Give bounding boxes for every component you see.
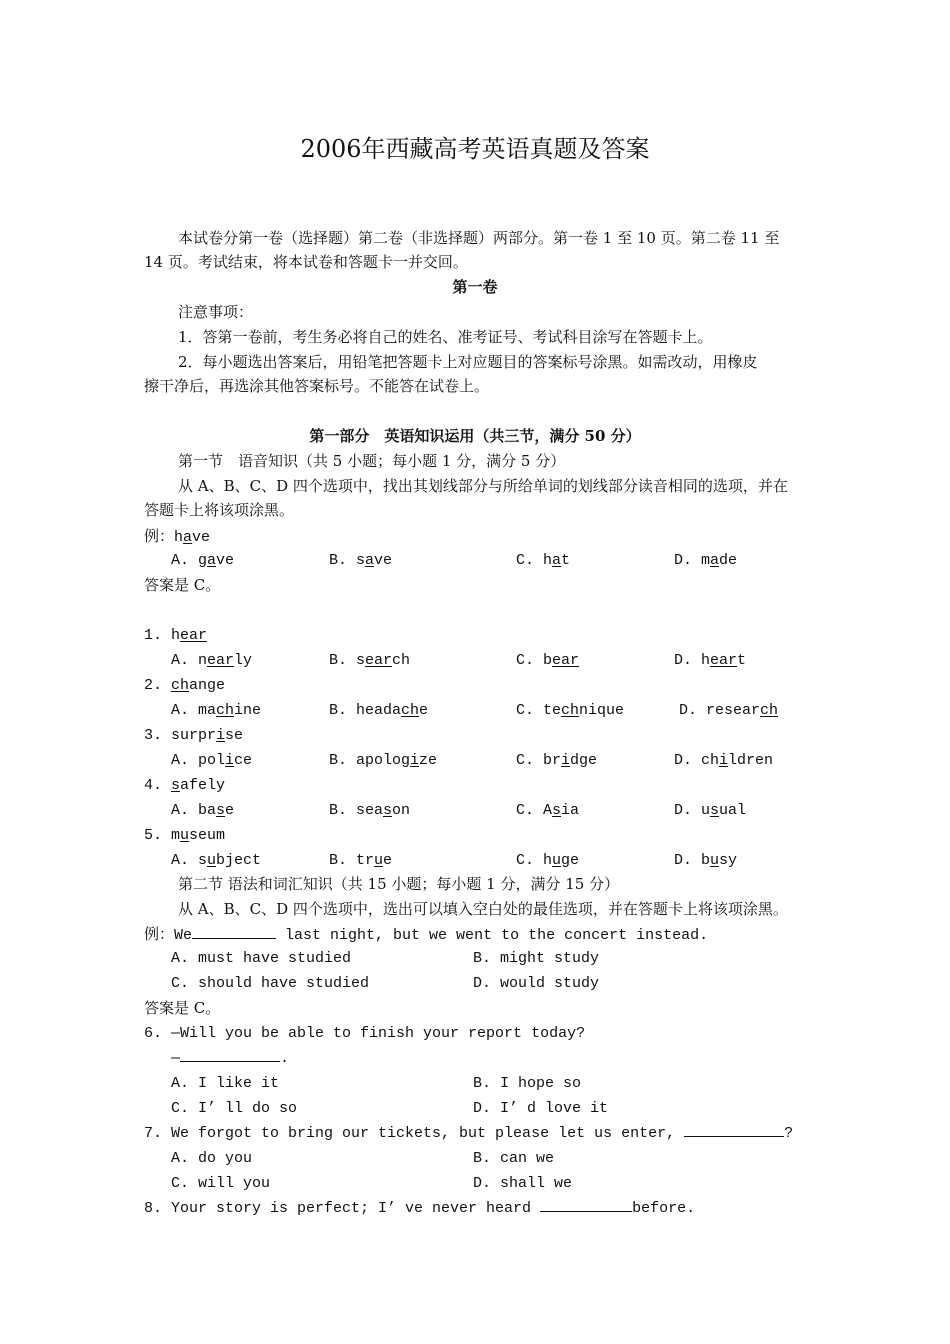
question-7-option-c: C. will you xyxy=(171,1175,271,1192)
example-option-d: D. made xyxy=(674,552,738,569)
question-6-option-d: D. I’ d love it xyxy=(473,1100,609,1117)
example-option-c: C. hat xyxy=(516,552,571,569)
question-6-option-b: B. I hope so xyxy=(473,1075,582,1092)
section-one-heading: 第一节 语音知识（共 5 小题；每小题 1 分，满分 5 分） xyxy=(178,452,566,470)
phonetic-question-1-word: 1. hear xyxy=(144,627,208,644)
question-7-stem: 7. We forgot to bring our tickets, but please let us enter, ? xyxy=(144,1122,793,1146)
section-one-instruction-cont: 答题卡上将该项涂黑。 xyxy=(144,501,295,519)
page-title: 2006年西藏高考英语真题及答案 xyxy=(300,135,650,163)
phonetic-question-1-option-d: D. heart xyxy=(674,652,747,669)
intro-line-2: 14 页。考试结束，将本试卷和答题卡一并交回。 xyxy=(144,253,468,271)
phonetic-question-3-option-a: A. police xyxy=(171,752,253,769)
phonetic-question-2-word: 2. change xyxy=(144,677,226,694)
question-6-reply: — . xyxy=(171,1047,289,1071)
example-answer: 答案是 C。 xyxy=(144,576,221,594)
question-6-option-a: A. I like it xyxy=(171,1075,280,1092)
phonetic-question-5-option-c: C. huge xyxy=(516,852,580,869)
section-two-heading: 第二节 语法和词汇知识（共 15 小题；每小题 1 分，满分 15 分） xyxy=(178,875,620,893)
notice-item-2-cont: 擦干净后，再选涂其他答案标号。不能答在试卷上。 xyxy=(144,377,490,395)
volume-heading: 第一卷 xyxy=(452,278,498,296)
phonetic-question-5-option-a: A. subject xyxy=(171,852,262,869)
example-option-a: A. gave xyxy=(171,552,235,569)
question-6-stem: 6. —Will you be able to finish your report today? xyxy=(144,1025,586,1042)
phonetic-question-3-option-b: B. apologize xyxy=(329,752,438,769)
intro-line-1: 本试卷分第一卷（选择题）第二卷（非选择题）两部分。第一卷 1 至 10 页。第二卷 11 至 xyxy=(178,229,780,247)
example-word: 例：have xyxy=(144,527,211,546)
phonetic-question-3-option-c: C. bridge xyxy=(516,752,598,769)
question-7-option-d: D. shall we xyxy=(473,1175,573,1192)
phonetic-question-4-word: 4. safely xyxy=(144,777,226,794)
grammar-example-stem: 例：We last night, but we went to the concert instead. xyxy=(144,925,709,944)
phonetic-question-4-option-a: A. base xyxy=(171,802,235,819)
grammar-example-option-d: D. would study xyxy=(473,975,600,992)
question-8-stem: 8. Your story is perfect; I’ ve never heard before. xyxy=(144,1197,695,1221)
notice-item-2: 2．每小题选出答案后，用铅笔把答题卡上对应题目的答案标号涂黑。如需改动，用橡皮 xyxy=(178,353,758,371)
phonetic-question-2-option-d: D. research xyxy=(679,702,779,719)
part-one-heading: 第一部分 英语知识运用（共三节，满分 50 分） xyxy=(309,427,641,445)
phonetic-question-2-option-a: A. machine xyxy=(171,702,262,719)
phonetic-question-5-word: 5. museum xyxy=(144,827,226,844)
question-7-option-a: A. do you xyxy=(171,1150,253,1167)
question-7-option-b: B. can we xyxy=(473,1150,555,1167)
phonetic-question-3-option-d: D. children xyxy=(674,752,774,769)
grammar-example-option-b: B. might study xyxy=(473,950,600,967)
grammar-example-option-a: A. must have studied xyxy=(171,950,352,967)
phonetic-question-5-option-d: D. busy xyxy=(674,852,738,869)
grammar-example-option-c: C. should have studied xyxy=(171,975,370,992)
phonetic-question-4-option-d: D. usual xyxy=(674,802,747,819)
phonetic-question-2-option-b: B. headache xyxy=(329,702,429,719)
phonetic-question-1-option-b: B. search xyxy=(329,652,411,669)
example-option-b: B. save xyxy=(329,552,393,569)
answer-blank xyxy=(192,924,276,939)
phonetic-question-4-option-b: B. season xyxy=(329,802,411,819)
phonetic-question-3-word: 3. surprise xyxy=(144,727,244,744)
section-two-instruction: 从 A、B、C、D 四个选项中，选出可以填入空白处的最佳选项，并在答题卡上将该项涂黑。 xyxy=(178,900,788,918)
grammar-example-answer: 答案是 C。 xyxy=(144,999,221,1017)
answer-blank xyxy=(540,1197,632,1212)
question-6-option-c: C. I’ ll do so xyxy=(171,1100,298,1117)
notice-item-1: 1．答第一卷前，考生务必将自己的姓名、准考证号、考试科目涂写在答题卡上。 xyxy=(178,328,713,346)
notice-heading: 注意事项： xyxy=(178,303,254,321)
phonetic-question-2-option-c: C. technique xyxy=(516,702,625,719)
phonetic-question-5-option-b: B. true xyxy=(329,852,393,869)
phonetic-question-1-option-c: C. bear xyxy=(516,652,580,669)
section-one-instruction: 从 A、B、C、D 四个选项中，找出其划线部分与所给单词的划线部分读音相同的选项，并在 xyxy=(178,477,788,495)
answer-blank xyxy=(180,1047,280,1062)
answer-blank xyxy=(684,1122,784,1137)
phonetic-question-4-option-c: C. Asia xyxy=(516,802,580,819)
phonetic-question-1-option-a: A. nearly xyxy=(171,652,253,669)
